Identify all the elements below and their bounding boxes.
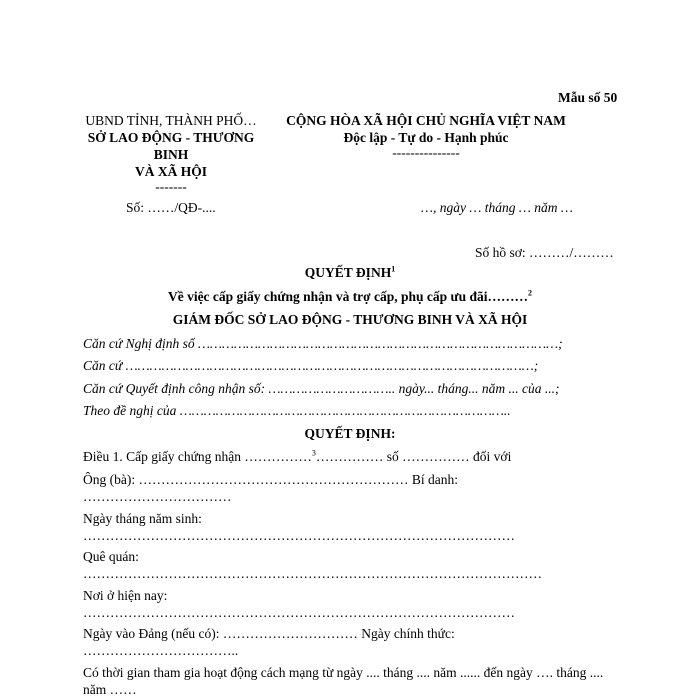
legal-basis-decree: Căn cứ Nghị định số ………………………………………………………………………………; [83,336,563,351]
national-motto: Độc lập - Tự do - Hạnh phúc [343,130,509,145]
agency-line-social: VÀ XÃ HỘI [134,164,207,179]
agency-line-department: SỞ LAO ĐỘNG - THƯƠNG [87,130,255,145]
decision-title-text: QUYẾT ĐỊNH [304,265,392,280]
form-number: Mẫu số 50 [558,90,618,105]
national-header [266,112,586,160]
document-number: Số: ……/QĐ-.... [126,200,216,215]
footnote-marker-3: 3 [311,448,316,458]
file-number: Số hồ sơ: ………/……… [475,245,614,260]
decide-heading: QUYẾT ĐỊNH: [304,426,396,441]
field-dob-value: …………………………………………………………………………………… [83,528,515,543]
field-hometown-label: Quê quán: [83,549,139,564]
legal-basis-proposal: Theo đề nghị của ……………………………………………………………………….. [83,403,511,418]
article-1 [83,449,511,465]
field-party-dates-cont: …………………………….. [83,643,239,658]
field-hometown-value: ………………………………………………………………………………………… [83,566,542,581]
field-residence-value: …………………………………………………………………………………… [83,605,515,620]
agency-divider: ------- [155,179,187,194]
agency-line-province: UBND TỈNH, THÀNH PHỐ… [85,113,257,128]
field-name-alias: Ông (bà): …………………………………………………… Bí danh: [83,472,458,487]
field-residence-label: Nơi ở hiện nay: [83,588,168,603]
field-dob-label: Ngày tháng năm sinh: [83,511,202,526]
issuing-authority: GIÁM ĐỐC SỞ LAO ĐỘNG - THƯƠNG BINH VÀ XÃ HỘI [172,312,528,327]
document-date: …, ngày … tháng … năm … [421,200,573,215]
legal-basis-recognition: Căn cứ Quyết định công nhận số: ………………………….. ngày... tháng... năm ... của ...; [83,381,560,396]
footnote-marker-2: 2 [528,288,533,298]
agency-line-department-cont: BINH [153,147,189,162]
field-party-dates: Ngày vào Đảng (nếu có): ………………………… Ngày chính thức: [83,626,455,641]
field-revolution-period: Có thời gian tham gia hoạt động cách mạng từ ngày .... tháng .... năm ...... đến ngày …. tháng .... [83,665,604,680]
article-1-text-end: …………… số …………… đối với [315,449,512,464]
decision-subject-text: Về việc cấp giấy chứng nhận và trợ cấp, phụ cấp ưu đãi……… [167,289,529,304]
agency-header [78,112,264,194]
field-revolution-period-cont: năm …… [83,682,137,697]
national-divider: --------------- [392,145,460,160]
footnote-marker-1: 1 [391,264,396,274]
decision-subject [0,289,700,305]
legal-basis-other: Căn cứ …………………………………………………………………………………………; [83,358,539,373]
field-name-alias-cont: …………………………… [83,489,232,504]
decision-title [0,265,700,281]
article-1-text-start: Điều 1. Cấp giấy chứng nhận …………… [83,449,312,464]
national-title: CỘNG HÒA XÃ HỘI CHỦ NGHĨA VIỆT NAM [286,113,566,128]
